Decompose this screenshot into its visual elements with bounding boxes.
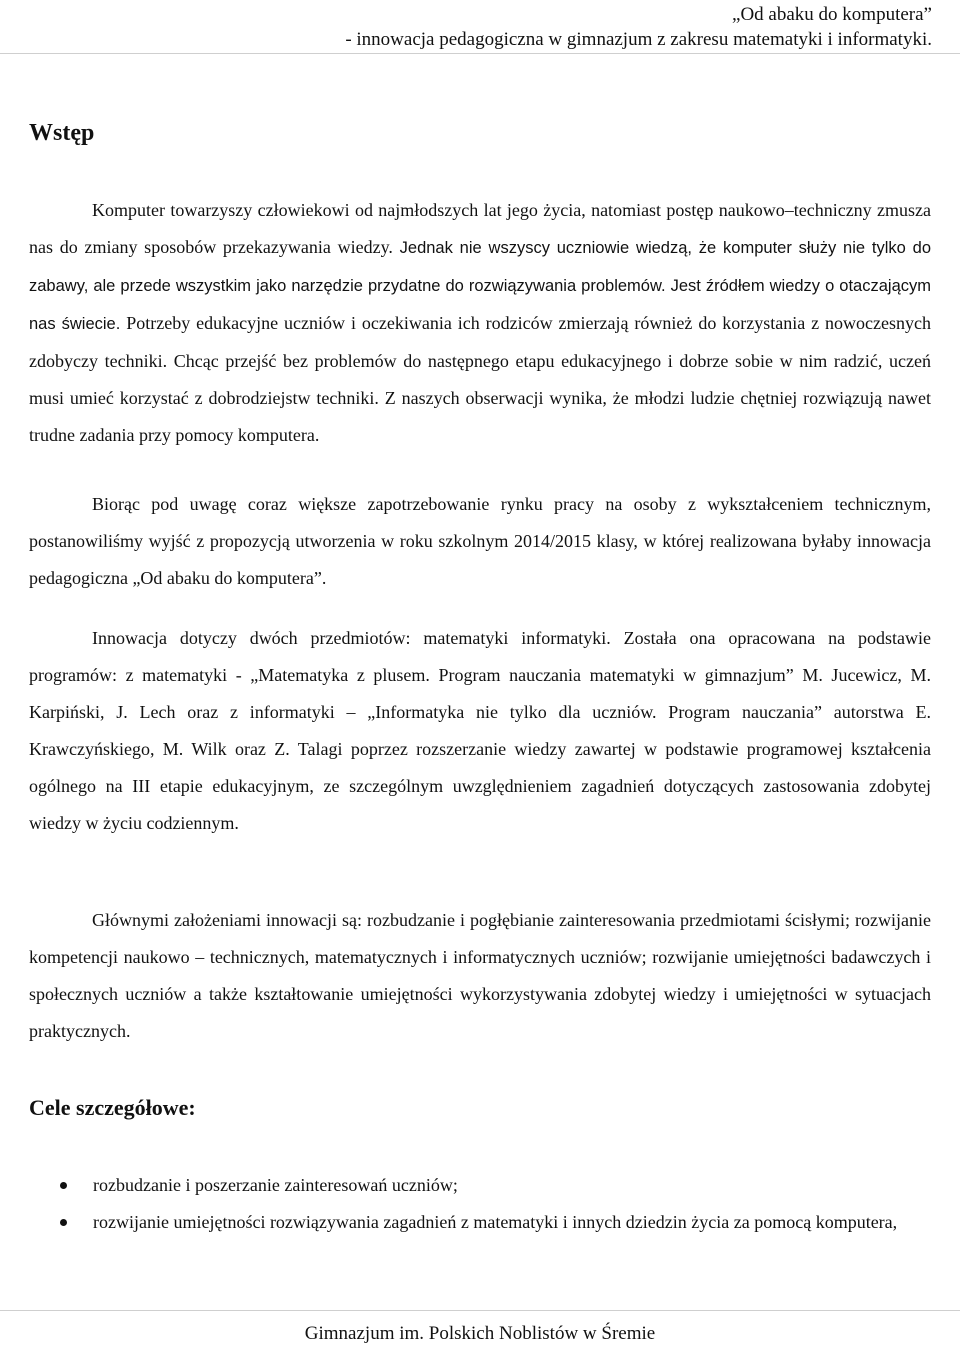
footer-divider (0, 1310, 960, 1311)
list-item (29, 1167, 909, 1204)
list-item-text: rozbudzanie i poszerzanie zainteresowań uczniów; (93, 1175, 458, 1195)
section-heading-goals: Cele szczegółowe: (29, 1095, 196, 1120)
paragraph-3: Innowacja dotyczy dwóch przedmiotów: matematyki informatyki. Została ona opracowana na podstawie programów: z matematyki - „Matematyka z plusem. Program nauczania matematyki w gimnazjum” M. Jucewicz, M. Karpiński, J. Lech oraz z informatyki – „Informatyka nie tylko dla uczniów. Program nauczania” autorstwa E. Krawczyńskiego, M. Wilk oraz Z. Talagi poprzez rozszerzanie wiedzy zawartej w podstawie programowej kształcenia ogólnego na III etapie edukacyjnym, ze szczególnym uwzględnieniem zagadnień dotyczących zastosowania zdobytej wiedzy w życiu codziennym. (29, 628, 931, 833)
page-header (345, 2, 932, 52)
page-footer: Gimnazjum im. Polskich Noblistów w Śremie (304, 1323, 656, 1344)
paragraph-1-part-a: Komputer towarzyszy człowiekowi od najmłodszych lat jego życia, natomiast postęp naukowo–techniczny zmusza nas do zmiany sposobów przekazywania wiedzy. (29, 200, 931, 257)
list-item-text: rozwijanie umiejętności rozwiązywania zagadnień z matematyki i innych dziedzin życia za pomocą komputera, (93, 1212, 898, 1232)
header-divider (0, 53, 960, 54)
header-title: „Od abaku do komputera” (732, 4, 932, 25)
goals-list (29, 1167, 909, 1241)
list-item (29, 1204, 909, 1241)
bullet-icon (60, 1182, 67, 1189)
paragraph-1 (29, 192, 931, 454)
paragraph-4: Głównymi założeniami innowacji są: rozbudzanie i pogłębianie zainteresowania przedmiotami ścisłymi; rozwijanie kompetencji naukowo – technicznych, matematycznych i informatycznych uczniów; rozwijanie umiejętności badawczych i społecznych uczniów a także kształtowanie umiejętności wykorzystywania zdobytej wiedzy i umiejętności w sytuacjach praktycznych. (29, 910, 931, 1041)
paragraph-1-part-c: Potrzeby edukacyjne uczniów i oczekiwania ich rodziców zmierzają również do korzystania z nowoczesnych zdobyczy techniki. Chcąc przejść bez problemów do następnego etapu edukacyjnego i dobrze sobie w nim radzić, uczeń musi umieć korzystać z dobrodziejstw techniki. Z naszych obserwacji wynika, że młodzi ludzie chętniej rozwiązują nawet trudne zadania przy pomocy komputera. (29, 313, 932, 445)
section-heading-intro: Wstęp (29, 120, 95, 146)
header-subtitle: - innowacja pedagogiczna w gimnazjum z zakresu matematyki i informatyki. (345, 29, 932, 50)
paragraph-2: Biorąc pod uwagę coraz większe zapotrzebowanie rynku pracy na osoby z wykształceniem technicznym, postanowiliśmy wyjść z propozycją utworzenia w roku szkolnym 2014/2015 klasy, w której realizowana byłaby innowacja pedagogiczna „Od abaku do komputera”. (29, 494, 931, 588)
bullet-icon (60, 1219, 67, 1226)
paragraph-1-part-b: Jednak nie wszyscy uczniowie wiedzą, że komputer służy nie tylko do zabawy, ale przede wszystkim jako narzędzie przydatne do rozwiązywania problemów. Jest źródłem wiedzy o otaczającym nas świecie. (29, 239, 931, 333)
